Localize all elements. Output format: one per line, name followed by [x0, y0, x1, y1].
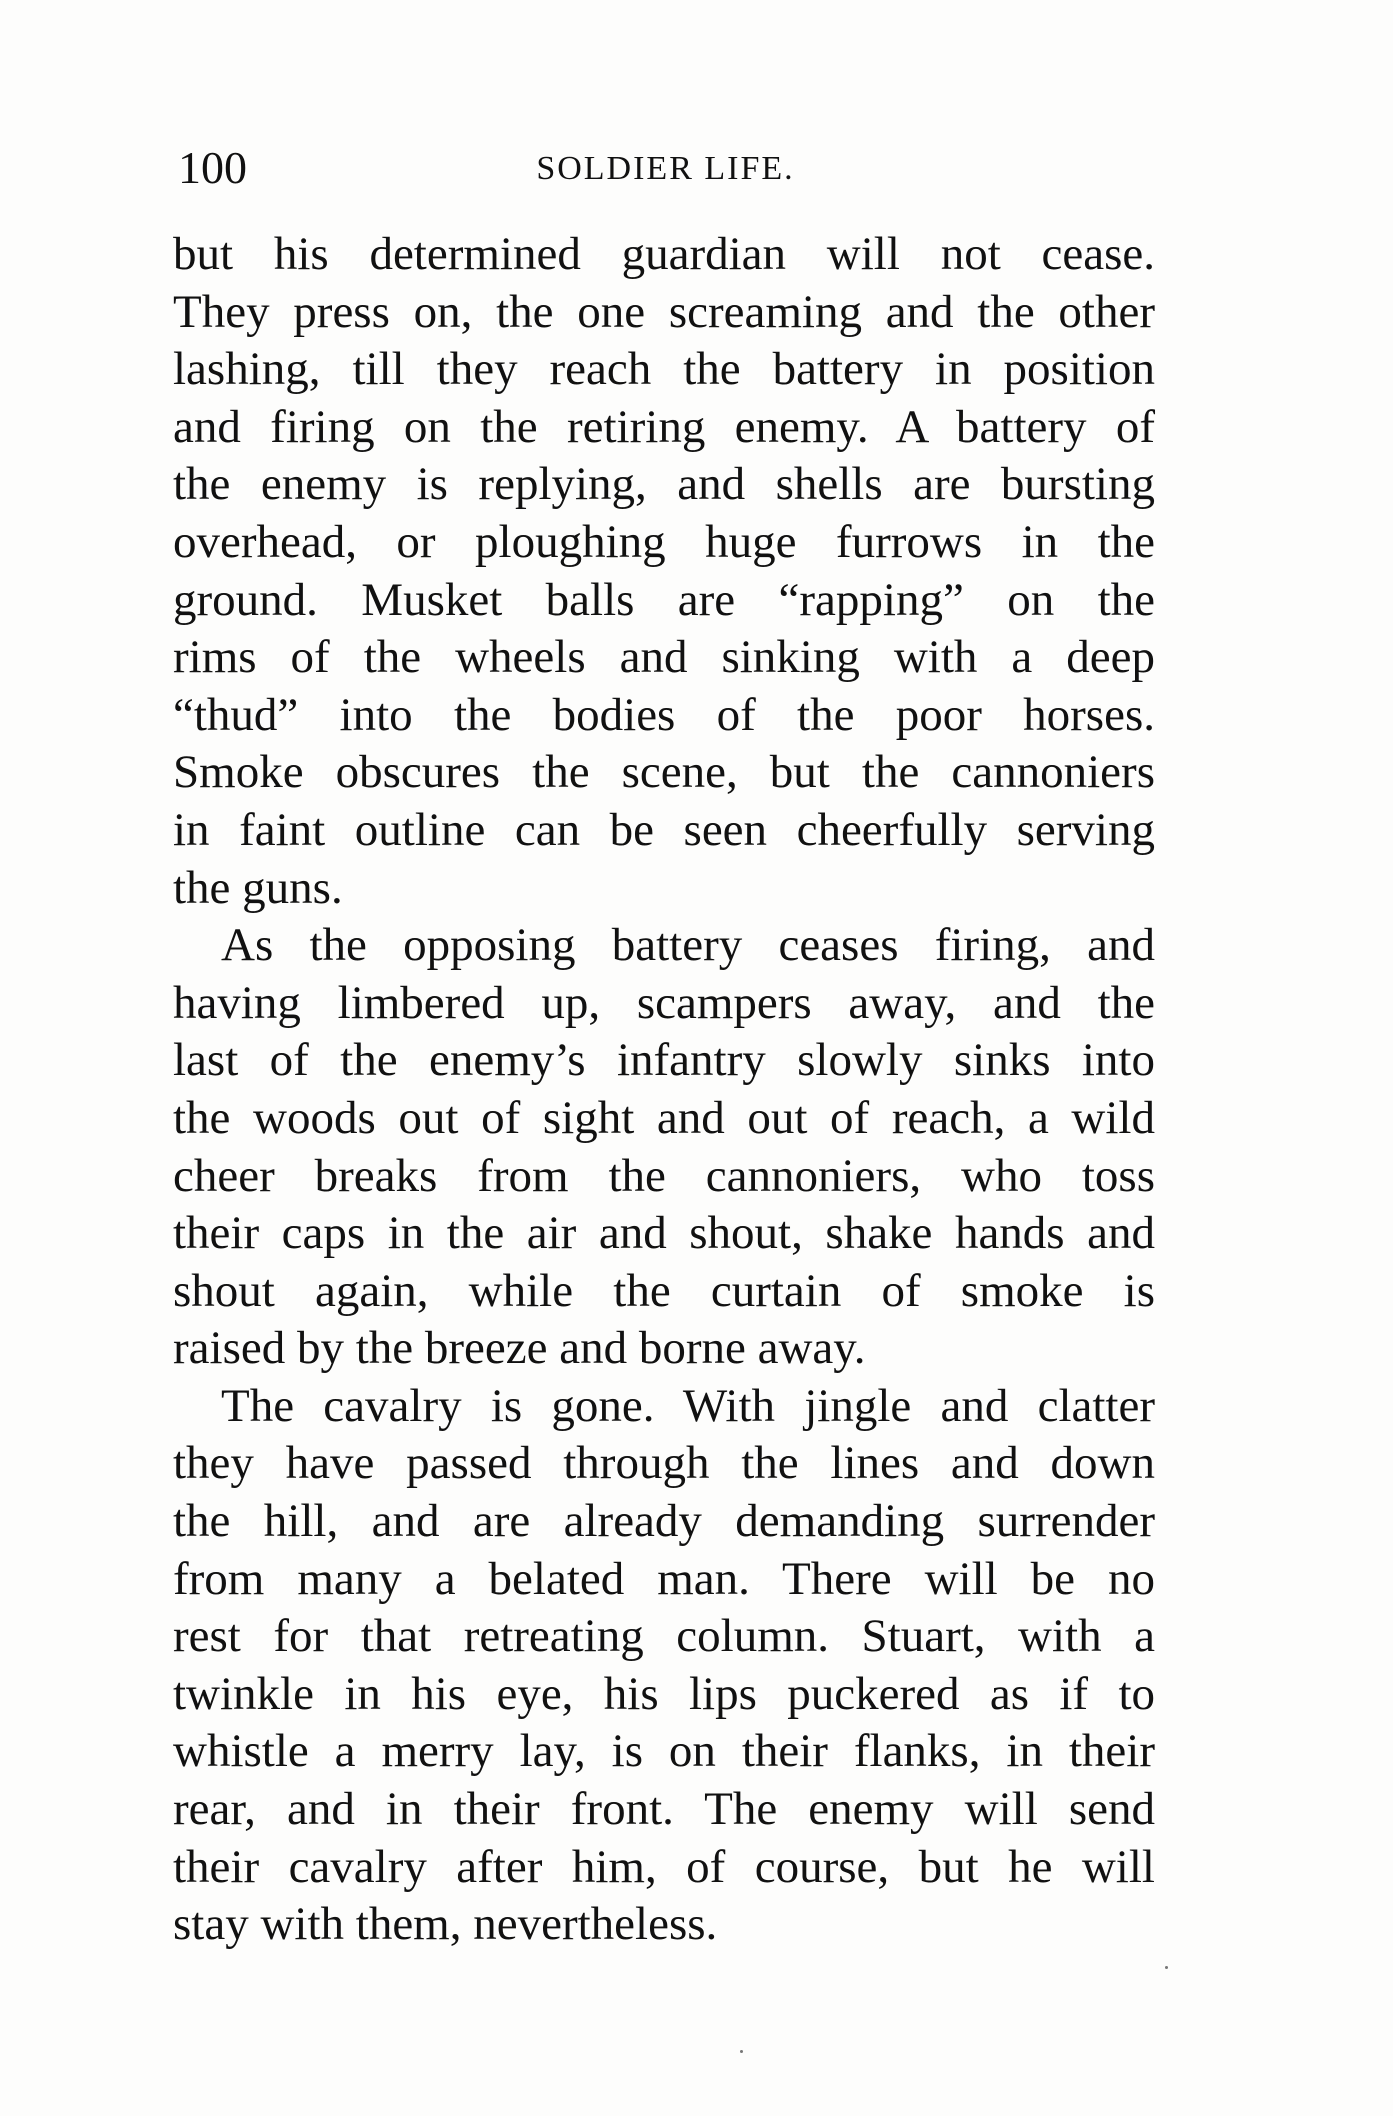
text-line: their cavalry after him, of course, but he will: [173, 1840, 1155, 1893]
text-line: but his determined guardian will not cease.: [173, 228, 1155, 280]
text-line: cheer breaks from the cannoniers, who toss: [173, 1149, 1155, 1202]
text-line: and firing on the retiring enemy. A battery of: [173, 400, 1155, 453]
page-number: 100: [178, 142, 247, 193]
text-line: their caps in the air and shout, shake hands and: [173, 1207, 1155, 1260]
paragraph-2: [173, 917, 1155, 1378]
running-title: SOLDIER LIFE.: [536, 150, 795, 187]
text-line: whistle a merry lay, is on their flanks, in their: [173, 1725, 1155, 1778]
text-line: rest for that retreating column. Stuart, with a: [173, 1610, 1155, 1663]
text-line: “thud” into the bodies of the poor horses.: [173, 688, 1155, 741]
text-line: the enemy is replying, and shells are bursting: [173, 458, 1155, 511]
text-line: having limbered up, scampers away, and the: [173, 976, 1155, 1029]
text-line: the guns.: [173, 861, 343, 914]
text-line: lashing, till they reach the battery in position: [173, 343, 1155, 396]
text-line: rims of the wheels and sinking with a deep: [173, 631, 1155, 684]
text-line: twinkle in his eye, his lips puckered as if to: [173, 1667, 1155, 1720]
text-line: As the opposing battery ceases firing, and: [221, 919, 1155, 972]
text-line: the woods out of sight and out of reach, a wild: [173, 1091, 1155, 1144]
text-line: shout again, while the curtain of smoke is: [173, 1264, 1155, 1317]
text-line: Smoke obscures the scene, but the cannoniers: [173, 746, 1155, 799]
text-line: from many a belated man. There will be no: [173, 1552, 1155, 1605]
text-line: they have passed through the lines and down: [173, 1437, 1155, 1490]
text-line: The cavalry is gone. With jingle and clatter: [221, 1379, 1155, 1432]
text-line: overhead, or ploughing huge furrows in the: [173, 515, 1155, 568]
paragraph-1: [173, 226, 1155, 917]
text-line: They press on, the one screaming and the other: [173, 285, 1155, 338]
running-head: [178, 138, 1153, 198]
text-line: in faint outline can be seen cheerfully serving: [173, 803, 1155, 856]
body-text: [173, 226, 1155, 1954]
paragraph-3: [173, 1378, 1155, 1954]
text-line: ground. Musket balls are “rapping” on the: [173, 573, 1155, 626]
text-line: rear, and in their front. The enemy will send: [173, 1783, 1155, 1836]
text-line: last of the enemy’s infantry slowly sinks into: [173, 1034, 1155, 1087]
text-line: the hill, and are already demanding surrender: [173, 1495, 1155, 1548]
text-line: raised by the breeze and borne away.: [173, 1322, 866, 1375]
paper-speck: [740, 2050, 743, 2053]
paper-speck: [1165, 1966, 1168, 1969]
text-line: stay with them, nevertheless.: [173, 1898, 718, 1951]
